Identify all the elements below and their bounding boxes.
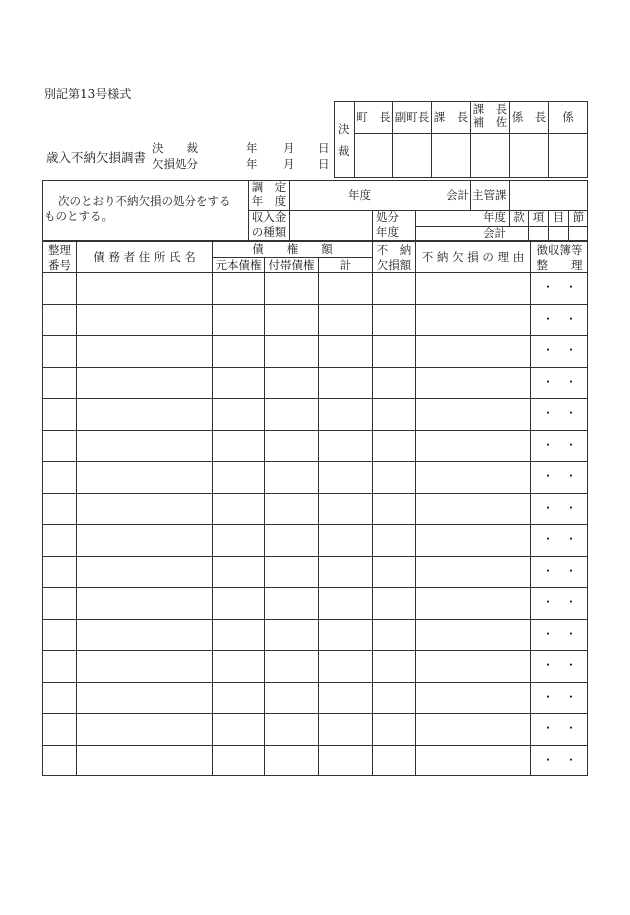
decision-year: 年 [246,141,258,155]
table-row [42,367,588,368]
table-row [42,713,588,714]
table-row [42,398,588,399]
col-saiken: 債 権 額 [252,242,333,256]
row-ledger-marker: ・ ・ [542,721,577,735]
table-row [42,493,588,494]
row-ledger-marker: ・ ・ [542,658,577,672]
nendo2-label: 年度 [376,225,399,239]
decision-day: 日 [318,141,330,155]
row-ledger-marker: ・ ・ [542,532,577,546]
decision-month: 月 [283,141,295,155]
col-gankin: 元本債権 [215,258,262,272]
table-row [42,556,588,557]
form-title: 歳入不納欠損調書 [46,150,147,165]
col-funou-1: 不 納 [376,243,412,257]
shunyu-label-2: の種類 [251,225,287,239]
col-kei: 計 [339,258,352,272]
row-ledger-marker: ・ ・ [542,469,577,483]
row-ledger-marker: ・ ・ [542,375,577,389]
shobun-label: 処分 [376,210,399,224]
form-number: 別記第13号様式 [44,87,132,101]
nendo3-label: 年度 [483,210,506,224]
row-ledger-marker: ・ ・ [542,501,577,515]
approval-header-deputy-chief-2: 補 佐 [472,115,508,129]
setsu-label: 節 [572,210,585,224]
approval-label-top: 決 [338,122,350,136]
kaikei-label: 会計 [446,188,469,202]
col-reason: 不 納 欠 損 の 理 由 [421,250,525,264]
row-ledger-marker: ・ ・ [542,564,577,578]
table-row [42,335,588,336]
col-seiri-1: 整理 [48,243,71,257]
disposition-year: 年 [246,157,258,171]
shukanka-label: 主管課 [472,188,507,202]
row-ledger-marker: ・ ・ [542,690,577,704]
moku-label: 目 [552,210,565,224]
kou-label: 項 [532,210,545,224]
row-ledger-marker: ・ ・ [542,406,577,420]
statement-line-2: ものとする。 [44,209,113,223]
table-row [42,430,588,431]
kaikei2-label: 会計 [483,226,506,240]
disposition-month: 月 [283,157,295,171]
table-row [42,682,588,683]
kan-label: 款 [513,210,525,224]
chotei-label-2: 年 度 [251,194,287,208]
table-row [42,304,588,305]
table-row [42,619,588,620]
row-ledger-marker: ・ ・ [542,753,577,767]
decision-label: 決 裁 [152,141,198,155]
col-debtor-name: 債 務 者 住 所 氏 名 [93,250,196,264]
col-futai: 付帯債権 [268,258,315,272]
approval-header-staff: 係 [562,110,574,124]
approval-header-vice-mayor: 副町長 [394,110,430,124]
col-chouboku-1: 徴収簿等 [536,243,583,257]
row-ledger-marker: ・ ・ [542,595,577,609]
row-ledger-marker: ・ ・ [542,312,577,326]
disposition-label: 欠損処分 [152,157,198,171]
approval-header-deputy-chief-1: 課 長 [472,102,508,116]
nendo-label: 年度 [348,188,371,202]
approval-header-mayor: 町 長 [356,110,391,124]
approval-header-section-chief: 課 長 [433,110,469,124]
row-ledger-marker: ・ ・ [542,280,577,294]
approval-header-unit-chief: 係 長 [511,110,547,124]
row-ledger-marker: ・ ・ [542,627,577,641]
statement-line-1: 次のとおり不納欠損の処分をする [58,194,231,208]
col-chouboku-2: 整 理 [536,258,583,272]
approval-label-bottom: 裁 [338,144,350,158]
table-row [42,461,588,462]
table-row [42,587,588,588]
table-row [42,650,588,651]
table-row [42,745,588,746]
disposition-day: 日 [318,157,330,171]
row-ledger-marker: ・ ・ [542,343,577,357]
chotei-label-1: 調 定 [251,180,287,194]
shunyu-label-1: 収入金 [251,210,287,224]
table-row [42,272,588,273]
col-seiri-2: 番号 [48,258,71,272]
row-ledger-marker: ・ ・ [542,438,577,452]
col-funou-2: 欠損額 [376,258,412,272]
table-row [42,524,588,525]
